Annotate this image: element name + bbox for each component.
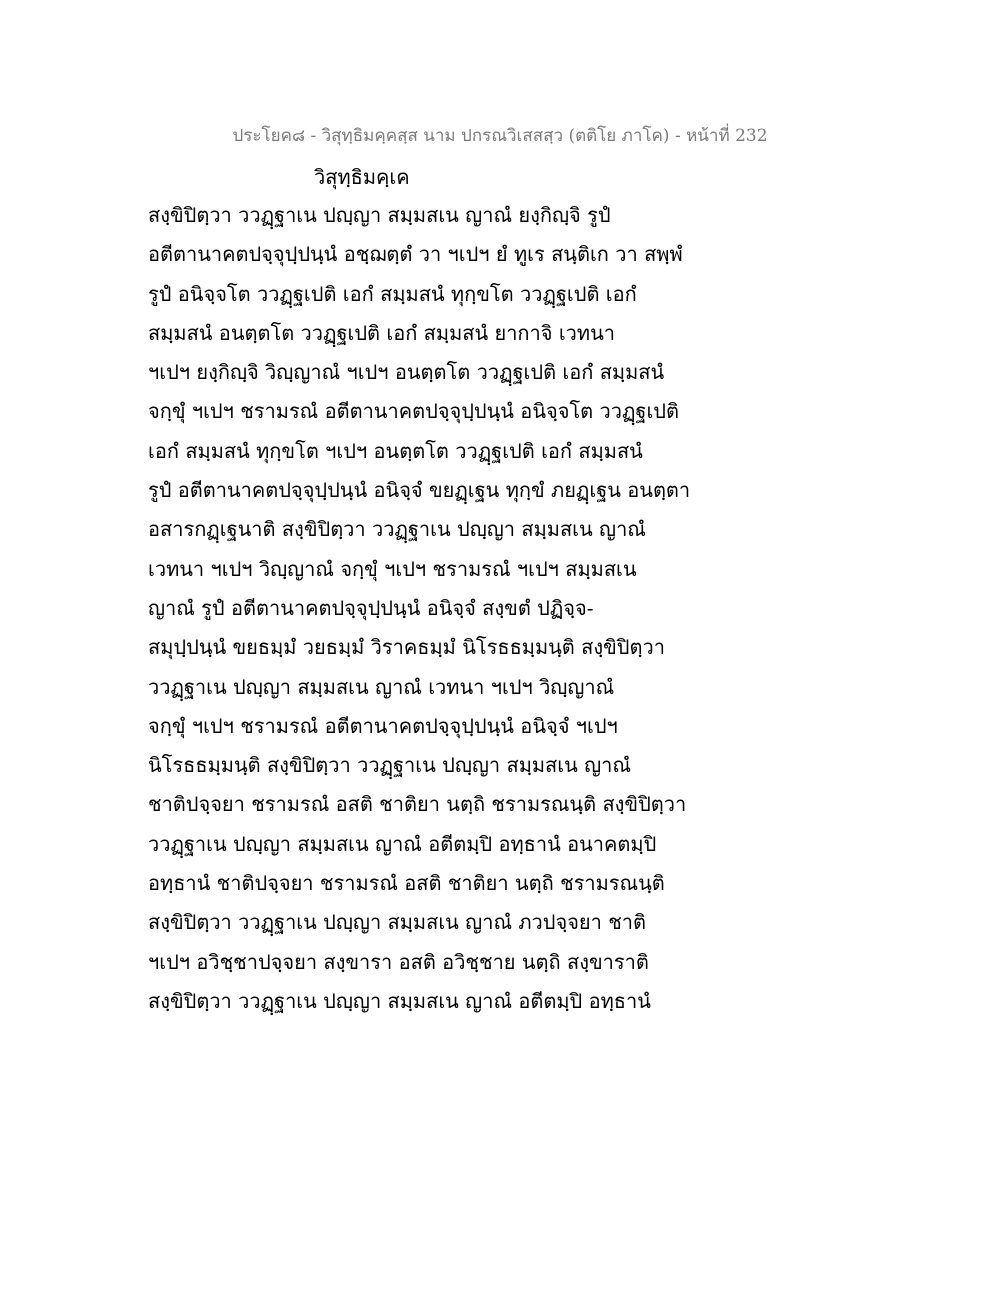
text-line: อตีตานาคตปจฺจุปฺปนฺนํ อชฺฌตฺตํ วา ฯเปฯ ยํ ทูเร สนฺติเก วา สพฺพํ bbox=[148, 242, 683, 267]
text-line: ญาณํ รูปํ อตีตานาคตปจฺจุปฺปนฺนํ อนิจฺจํ สงฺขตํ ปฏิจฺจ- bbox=[148, 595, 594, 620]
text-line: เวทนา ฯเปฯ วิญฺญาณํ จกฺขุํ ฯเปฯ ชรามรณํ ฯเปฯ สมฺมสเน bbox=[148, 556, 637, 581]
section-title: วิสุทฺธิมคฺเค bbox=[314, 165, 410, 189]
text-line: ฯเปฯ ยงฺกิญฺจิ วิญฺญาณํ ฯเปฯ อนตฺตโต ววฏฺฐเปติ เอกํ สมฺมสนํ bbox=[148, 360, 665, 385]
running-header: ประโยค๘ - วิสุทฺธิมคฺคสฺส นาม ปกรณวิเสสสฺว (ตติโย ภาโค) - หน้าที่ 232 bbox=[232, 126, 768, 146]
text-line: ววฏฺฐาเน ปญฺญา สมฺมสเน ญาณํ อตีตมฺปิ อทฺธานํ อนาคตมฺปิ bbox=[148, 831, 657, 856]
text-line: อทฺธานํ ชาติปจฺจยา ชรามรณํ อสติ ชาติยา นตฺถิ ชรามรณนฺติ bbox=[148, 871, 665, 896]
text-line: สงฺขิปิตฺวา ววฏฺฐาเน ปญฺญา สมฺมสเน ญาณํ ภวปจฺจยา ชาติ bbox=[148, 910, 647, 935]
text-line: สมุปฺปนฺนํ ขยธมฺมํ วยธมฺมํ วิราคธมฺมํ นิโรธธมฺมนฺติ สงฺขิปิตฺวา bbox=[148, 635, 665, 660]
text-line: ฯเปฯ อวิชฺชาปจฺจยา สงฺขารา อสติ อวิชฺชาย นตฺถิ สงฺขาราติ bbox=[148, 949, 649, 974]
text-line: จกฺขุํ ฯเปฯ ชรามรณํ อตีตานาคตปจฺจุปฺปนฺนํ อนิจฺจํ ฯเปฯ bbox=[148, 713, 618, 738]
body-text bbox=[148, 196, 868, 1021]
text-line: รูปํ อนิจฺจโต ววฏฺฐเปติ เอกํ สมฺมสนํ ทุกฺขโต ววฏฺฐเปติ เอกํ bbox=[148, 281, 637, 306]
text-line: รูปํ อตีตานาคตปจฺจุปฺปนฺนํ อนิจฺจํ ขยฏฺเฐน ทุกฺขํ ภยฏฺเฐน อนตฺตา bbox=[148, 478, 691, 503]
text-line: สงฺขิปิตฺวา ววฏฺฐาเน ปญฺญา สมฺมสเน ญาณํ ยงฺกิญฺจิ รูปํ bbox=[148, 203, 611, 227]
text-line: สงฺขิปิตฺวา ววฏฺฐาเน ปญฺญา สมฺมสเน ญาณํ อตีตมฺปิ อทฺธานํ bbox=[148, 988, 651, 1013]
text-line: สมฺมสนํ อนตฺตโต ววฏฺฐเปติ เอกํ สมฺมสนํ ยากาจิ เวทนา bbox=[148, 320, 616, 345]
text-line: เอกํ สมฺมสนํ ทุกฺขโต ฯเปฯ อนตฺตโต ววฏฺฐเปติ เอกํ สมฺมสนํ bbox=[148, 438, 643, 463]
text-line: นิโรธธมฺมนฺติ สงฺขิปิตฺวา ววฏฺฐาเน ปญฺญา สมฺมสเน ญาณํ bbox=[148, 753, 631, 778]
text-line: อสารกฏฺเฐนาติ สงฺขิปิตฺวา ววฏฺฐาเน ปญฺญา สมฺมสเน ญาณํ bbox=[148, 517, 646, 542]
text-line: ววฏฺฐาเน ปญฺญา สมฺมสเน ญาณํ เวทนา ฯเปฯ วิญฺญาณํ bbox=[148, 674, 615, 699]
text-line: จกฺขุํ ฯเปฯ ชรามรณํ อตีตานาคตปจฺจุปฺปนฺนํ อนิจฺจโต ววฏฺฐเปติ bbox=[148, 399, 679, 424]
text-line: ชาติปจฺจยา ชรามรณํ อสติ ชาติยา นตฺถิ ชรามรณนฺติ สงฺขิปิตฺวา bbox=[148, 792, 687, 817]
